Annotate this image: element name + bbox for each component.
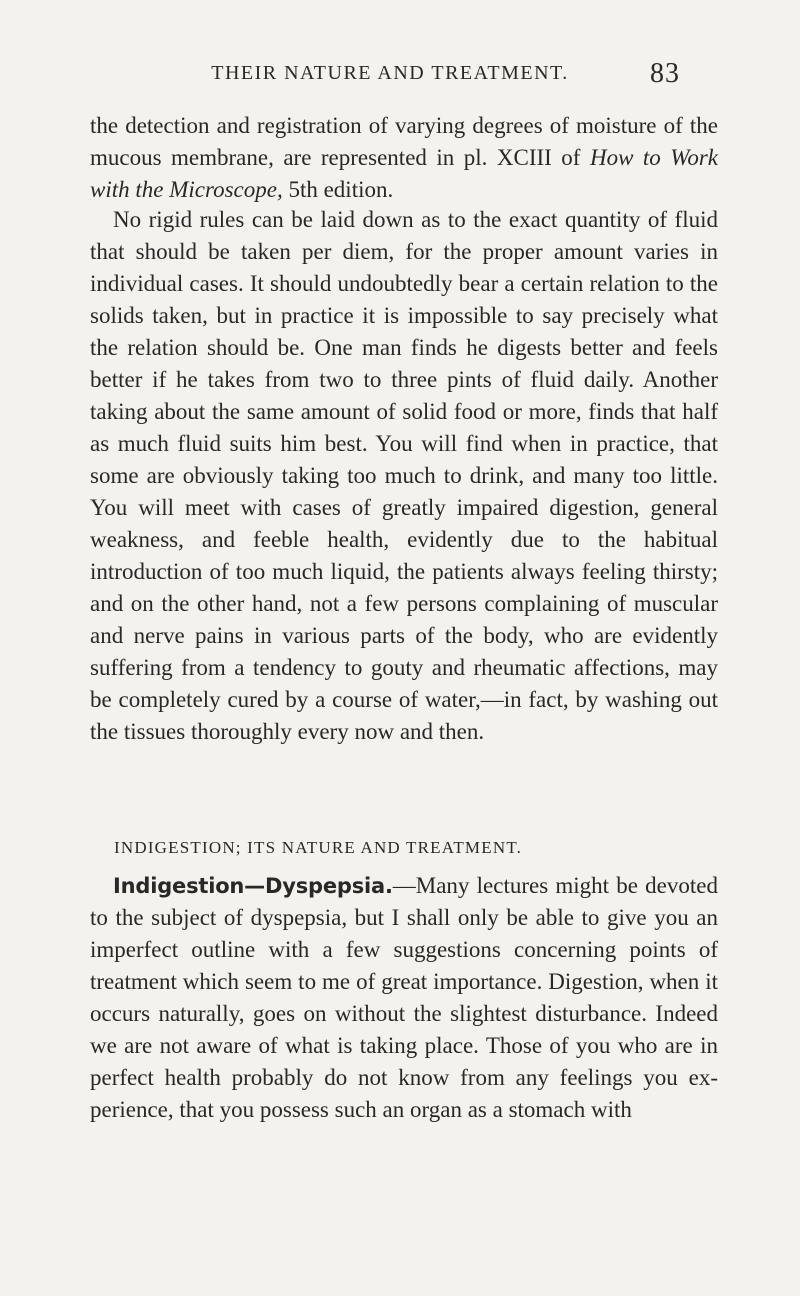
paragraph-continuation: [90, 110, 718, 206]
paragraph-fluid-intake: [90, 204, 718, 748]
running-header: THEIR NATURE AND TREATMENT.: [211, 62, 569, 84]
page-number: 83: [650, 58, 680, 89]
section-heading: INDIGESTION; ITS NATURE AND TREATMENT.: [114, 838, 523, 857]
run-in-heading: Indigestion—Dyspepsia.: [113, 874, 393, 898]
paragraph-dyspepsia: [90, 870, 718, 1126]
book-title-italic: How to Work with the Microscope,: [90, 145, 718, 202]
section-heading-block: [90, 832, 718, 864]
paragraph-text: No rigid rules can be laid down as to the exact quantity of fluid that should be taken per diem, for the proper amount varies in individual cases. It should undoubtedly bear a certain relation to the solids taken, but in practice it is impossible to say precisely what the relation should be. One man finds he digests better and feels better if he takes from two to three pints of fluid daily. Another taking about the same amount of solid food or more, finds that half as much fluid suits him best. You will find when in practice, that some are obviously taking too much to drink, and many too little. You will meet with cases of greatly impaired digestion, general weakness, and feeble health, evidently due to the habitual introduction of too much liquid, the patients always feeling thirsty; and on the other hand, not a few persons complaining of muscular and nerve pains in various parts of the body, who are evidently suffering from a tendency to gouty and rheumatic affections, may be completely cured by a course of water,—in fact, by washing out the tissues thoroughly every now and then.: [90, 207, 718, 744]
paragraph-text: the detection and registration of varying degrees of moisture of the mucous membrane, are represented in pl. XCIII of: [90, 113, 718, 170]
paragraph-text: —Many lectures might be devoted to the subject of dyspepsia, but I shall only be able to give you an imperfect outline with a few suggestions concerning points of treatment which seem to me of great importance. Digestion, when it occurs naturally, goes on without the slightest disturbance. Indeed we are not aware of what is taking place. Those of you who are in perfect health probably do not know from any feelings you experience, that you possess such an organ as a stomach with: [90, 873, 718, 1122]
paragraph-text-end: 5th edition.: [282, 177, 394, 202]
